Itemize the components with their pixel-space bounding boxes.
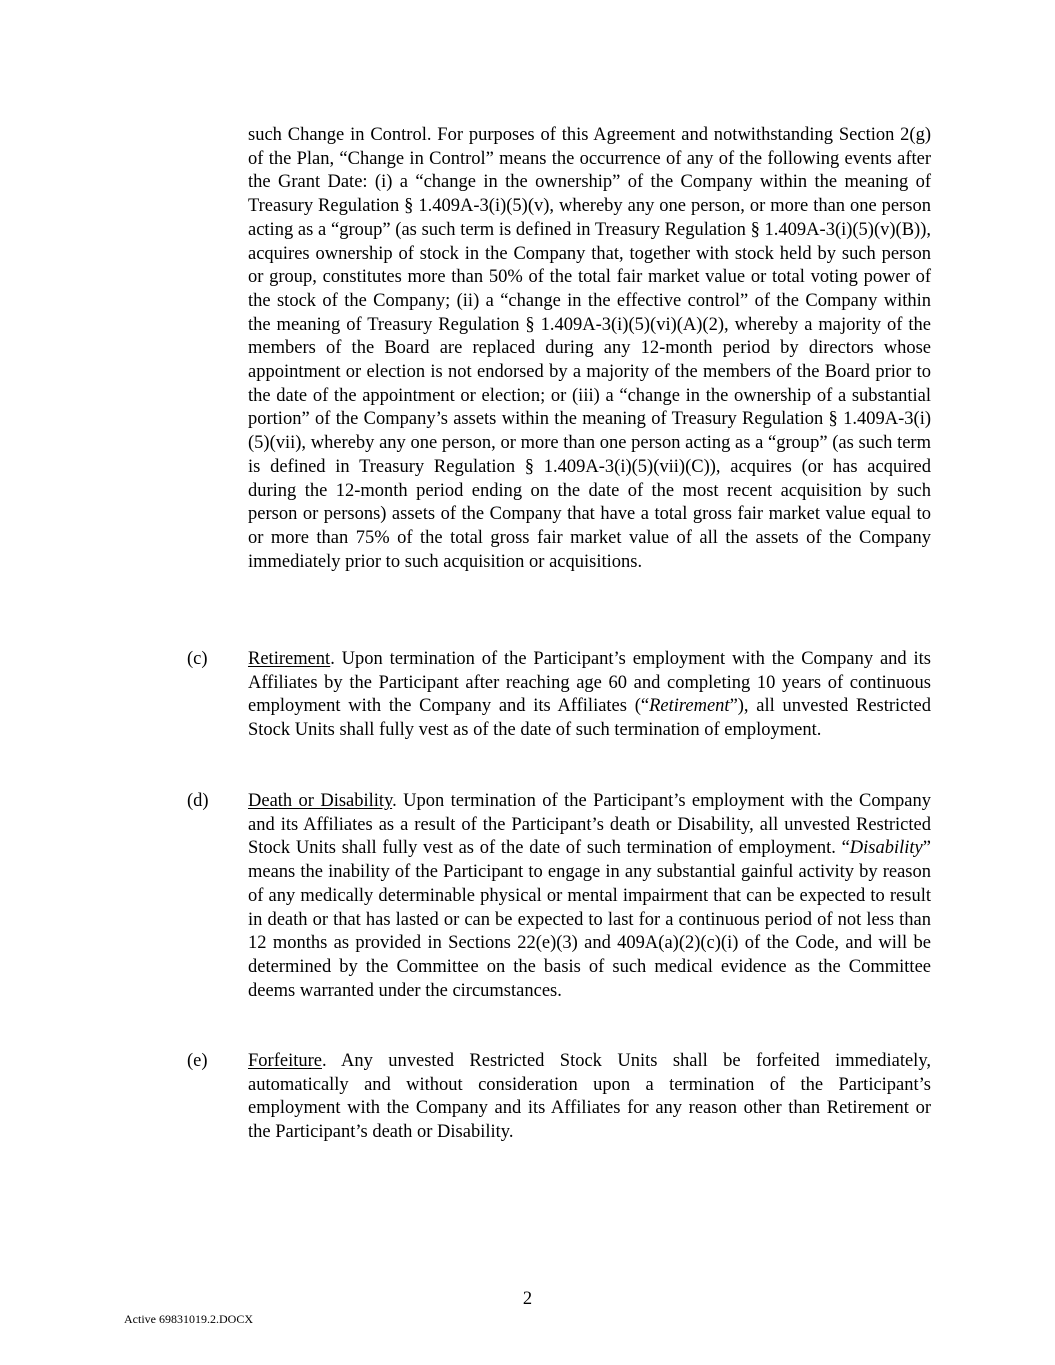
section-d-defined-term: Disability xyxy=(849,838,923,859)
section-d-label: (d) xyxy=(187,791,209,811)
section-d-heading: Death or Disability xyxy=(248,791,393,811)
section-c-heading: Retirement xyxy=(248,649,331,669)
section-e-heading: Forfeiture xyxy=(248,1051,322,1071)
section-c-defined-term: Retirement xyxy=(649,696,730,717)
section-e-forfeiture xyxy=(248,1050,931,1145)
page-number: 2 xyxy=(522,1289,533,1309)
section-d-body-2: ” means the inability of the Participant to engage in any substantial gainful activity by reason of any medically determinable physical or mental impairment that can be expected to result in death or that has lasted or can be expected to last for a continuous period of not less than 12 months as provided in Sections 22(e)(3) and 409A(a)(2)(c)(i) of the Code, and will be determined by the Committee on the basis of such medical evidence as the Committee deems warranted under the circumstances. xyxy=(248,838,931,1001)
section-c-label: (c) xyxy=(187,649,208,669)
section-e-label: (e) xyxy=(187,1051,208,1071)
section-c-body-1: . Upon termination of the Participant’s employment with the Company and its Affiliates by the Participant after reaching age 60 and completing 10 years of continuous employment with the Company and its Affiliates (“ xyxy=(248,649,931,717)
section-e-body-1: . Any unvested Restricted Stock Units shall be forfeited immediately, automatically and without consideration upon a termination of the Participant’s employment with the Company and its Affiliates for any reason other than Retirement or the Participant’s death or Disability. xyxy=(248,1051,931,1143)
change-in-control-paragraph: such Change in Control. For purposes of this Agreement and notwithstanding Section 2(g) of the Plan, “Change in Control” means the occurrence of any of the following events after the Grant Date: (i) a “change in the ownership” of the Company within the meaning of Treasury Regulation § 1.409A-3(i)(5)(v), whereby any one person, or more than one person acting as a “group” (as such term is defined in Treasury Regulation § 1.409A-3(i)(5)(v)(B)), acquires ownership of stock in the Company that, together with stock held by such person or group, constitutes more than 50% of the total fair market value or total voting power of the stock of the Company; (ii) a “change in the effective control” of the Company within the meaning of Treasury Regulation § 1.409A-3(i)(5)(vi)(A)(2), whereby a majority of the members of the Board are replaced during any 12-month period by directors whose appointment or election is not endorsed by a majority of the members of the Board prior to the date of the appointment or election; or (iii) a “change in the ownership of a substantial portion” of the Company’s assets within the meaning of Treasury Regulation § 1.409A-3(i)(5)(vii), whereby any one person, or more than one person acting as a “group” (as such term is defined in Treasury Regulation § 1.409A-3(i)(5)(vii)(C)), acquires (or has acquired during the 12-month period ending on the date of the most recent acquisition by such person or persons) assets of the Company that have a total gross fair market value equal to or more than 75% of the total gross fair market value of all the assets of the Company immediately prior to such acquisition or acquisitions. xyxy=(248,125,931,572)
section-c-retirement xyxy=(248,648,931,743)
section-c-body-2: ”), all unvested Restricted Stock Units shall fully vest as of the date of such termination of employment. xyxy=(248,696,931,741)
section-d-body-1: . Upon termination of the Participant’s employment with the Company and its Affiliates as a result of the Participant’s death or Disability, all unvested Restricted Stock Units shall fully vest as of the date of such termination of employment. “ xyxy=(248,791,931,859)
document-footer-id: Active 69831019.2.DOCX xyxy=(124,1312,253,1326)
section-d-death-or-disability xyxy=(248,790,931,1003)
